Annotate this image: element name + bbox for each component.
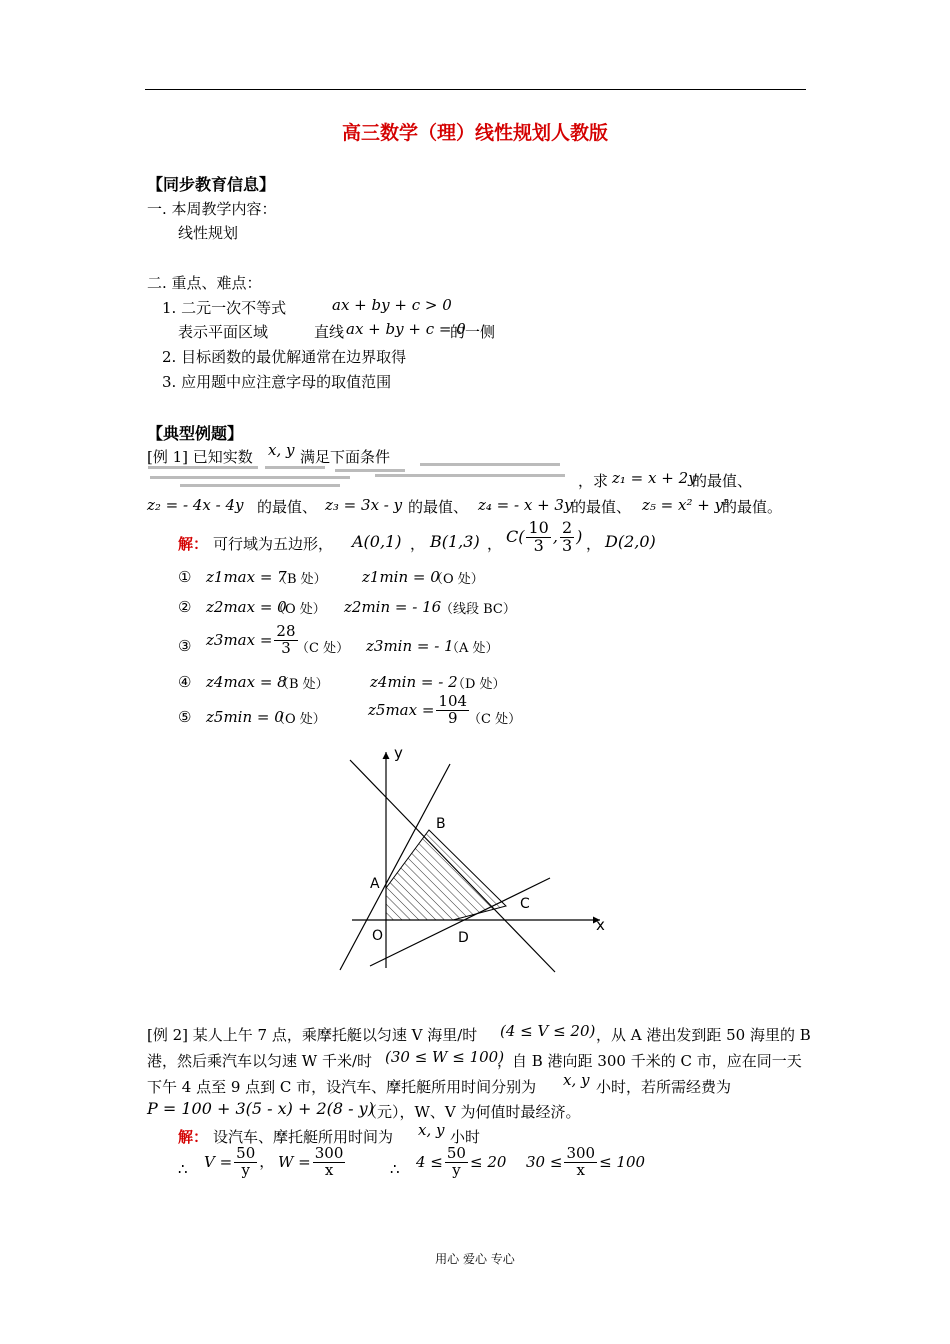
result-2-min: z2min = - 16 (344, 598, 442, 616)
example-2-v-range: (4 ≤ V ≤ 20) (500, 1022, 596, 1040)
y-range-formula: 4 ≤ $\frac{50}{y}$ ≤ 20 (416, 1144, 507, 1179)
result-4-max: z4max = 8 (206, 673, 287, 691)
point-c: C( $\frac{10}{3}$ , $\frac{2}{3}$ ) (506, 518, 583, 555)
example-2-line4b: （元），W、V 为何值时最经济。 (362, 1103, 581, 1121)
feasible-region (386, 830, 506, 920)
example-2-vars: x, y (563, 1071, 590, 1089)
z3-expr: z₃ = 3x - y (325, 496, 403, 514)
result-1-max: z1max = 7 (206, 568, 287, 586)
feasible-region-graph (330, 738, 620, 978)
example-1-vars: x, y (268, 441, 295, 459)
result-5-min-note: （O 处） (272, 712, 326, 727)
cost-formula: P = 100 + 3(5 - x) + 2(8 - y) (147, 1099, 374, 1118)
result-5-max: z5max = $\frac{104}{9}$ (368, 692, 468, 727)
y-axis-label: y (394, 744, 403, 762)
keypoint-1-cont-a: 表示平面区域 (178, 323, 269, 341)
example-2-line1a: [例 2] 某人上午 7 点，乘摩托艇以匀速 V 海里/时 (147, 1026, 478, 1044)
header-rule (145, 89, 806, 90)
keypoint-1: 1. 二元一次不等式 (162, 299, 287, 317)
result-3-min-note: （A 处） (446, 641, 499, 656)
point-b: B(1,3) (430, 532, 480, 551)
therefore-2: ∴ (390, 1160, 400, 1178)
example-2-line3a: 下午 4 点至 9 点到 C 市，设汽车、摩托艇所用时间分别为 (147, 1078, 537, 1096)
w-formula: W = $\frac{300}{x}$ (278, 1144, 344, 1179)
example-2-w-range: (30 ≤ W ≤ 100) (385, 1048, 505, 1066)
content-label: 一. 本周教学内容： (147, 200, 277, 218)
solution-label: 解： (178, 535, 209, 553)
label-b: B (436, 816, 446, 832)
z1-expr: z₁ = x + 2y (612, 469, 697, 487)
z4-expr: z₄ = - x + 3y (478, 496, 573, 514)
z3-text: 的最值、 (408, 498, 469, 516)
keypoint-2: 2. 目标函数的最优解通常在边界取得 (162, 348, 407, 366)
keypoint-1-cont-b: 直线 (314, 323, 345, 341)
keypoint-3: 3. 应用题中应注意字母的取值范围 (162, 373, 392, 391)
result-3-num: ③ (178, 637, 192, 655)
x-range-formula: 30 ≤ $\frac{300}{x}$ ≤ 100 (526, 1144, 646, 1179)
content-text: 线性规划 (178, 224, 239, 242)
result-4-num: ④ (178, 673, 192, 691)
solution-2-label: 解： (178, 1128, 209, 1146)
solution-2-vars: x, y (418, 1121, 445, 1139)
result-3-max-note: （C 处） (296, 641, 350, 656)
z1-text: 的最值、 (692, 472, 753, 490)
result-2-min-note: （线段 BC） (440, 602, 516, 617)
result-1-min-note: （O 处） (430, 572, 484, 587)
result-5-num: ⑤ (178, 708, 192, 726)
label-o: O (372, 928, 384, 944)
label-a: A (370, 876, 380, 892)
example-1-cond: 满足下面条件 (300, 448, 391, 466)
label-c: C (520, 896, 530, 912)
x-axis-label: x (596, 916, 605, 934)
solution-text: 可行域为五边形， (213, 535, 334, 553)
result-2-max-note: （O 处） (272, 602, 326, 617)
example-2-line3b: 小时，若所需经费为 (596, 1078, 732, 1096)
result-1-num: ① (178, 568, 192, 586)
example-2-line1b: ，从 A 港出发到距 50 海里的 B (596, 1026, 811, 1044)
example-1-intro: [例 1] 已知实数 (147, 448, 253, 466)
inequality-math: ax + by + c > 0 (332, 296, 452, 314)
keypoint-1-cont-c: 的一侧 (450, 323, 496, 341)
label-d: D (458, 930, 469, 946)
z2-expr: z₂ = - 4x - 4y (147, 496, 244, 514)
page-footer: 用心 爱心 专心 (435, 1252, 515, 1266)
z4-text: 的最值、 (571, 498, 632, 516)
example-1-ask: ，求 (578, 472, 609, 490)
solution-2-text2: 小时 (450, 1128, 481, 1146)
solution-2-text: 设汽车、摩托艇所用时间为 (213, 1128, 394, 1146)
z5-text: 的最值。 (722, 498, 783, 516)
result-1-min: z1min = 0 (362, 568, 440, 586)
result-4-min-note: （D 处） (452, 677, 506, 692)
result-3-max: z3max = $\frac{28}{3}$ (206, 622, 296, 657)
example-2-line2b: ，自 B 港向距 300 千米的 C 市，应在同一天 (497, 1052, 802, 1070)
z5-expr: z₅ = x² + y² (642, 496, 730, 514)
line-equation-math: ax + by + c = 0 (346, 320, 466, 338)
section-heading-sync: 【同步教育信息】 (147, 175, 276, 194)
example-2-line2a: 港，然后乘汽车以匀速 W 千米/时 (147, 1052, 373, 1070)
z2-text: 的最值、 (257, 498, 318, 516)
keypoints-label: 二. 重点、难点： (147, 274, 262, 292)
result-2-max: z2max = 0 (206, 598, 287, 616)
result-5-max-note: （C 处） (468, 712, 522, 727)
result-5-min: z5min = 0 (206, 708, 284, 726)
therefore-1: ∴ (178, 1160, 188, 1178)
result-4-max-note: （B 处） (276, 677, 329, 692)
result-2-num: ② (178, 598, 192, 616)
v-formula: V = $\frac{50}{y}$ ， (204, 1144, 275, 1179)
point-d: D(2,0) (605, 532, 656, 551)
section-heading-examples: 【典型例题】 (147, 424, 244, 443)
result-1-max-note: （B 处） (274, 572, 327, 587)
point-a: A(0,1) (352, 532, 402, 551)
result-3-min: z3min = - 1 (366, 637, 454, 655)
page-title: 高三数学（理）线性规划人教版 (341, 122, 608, 144)
result-4-min: z4min = - 2 (370, 673, 458, 691)
